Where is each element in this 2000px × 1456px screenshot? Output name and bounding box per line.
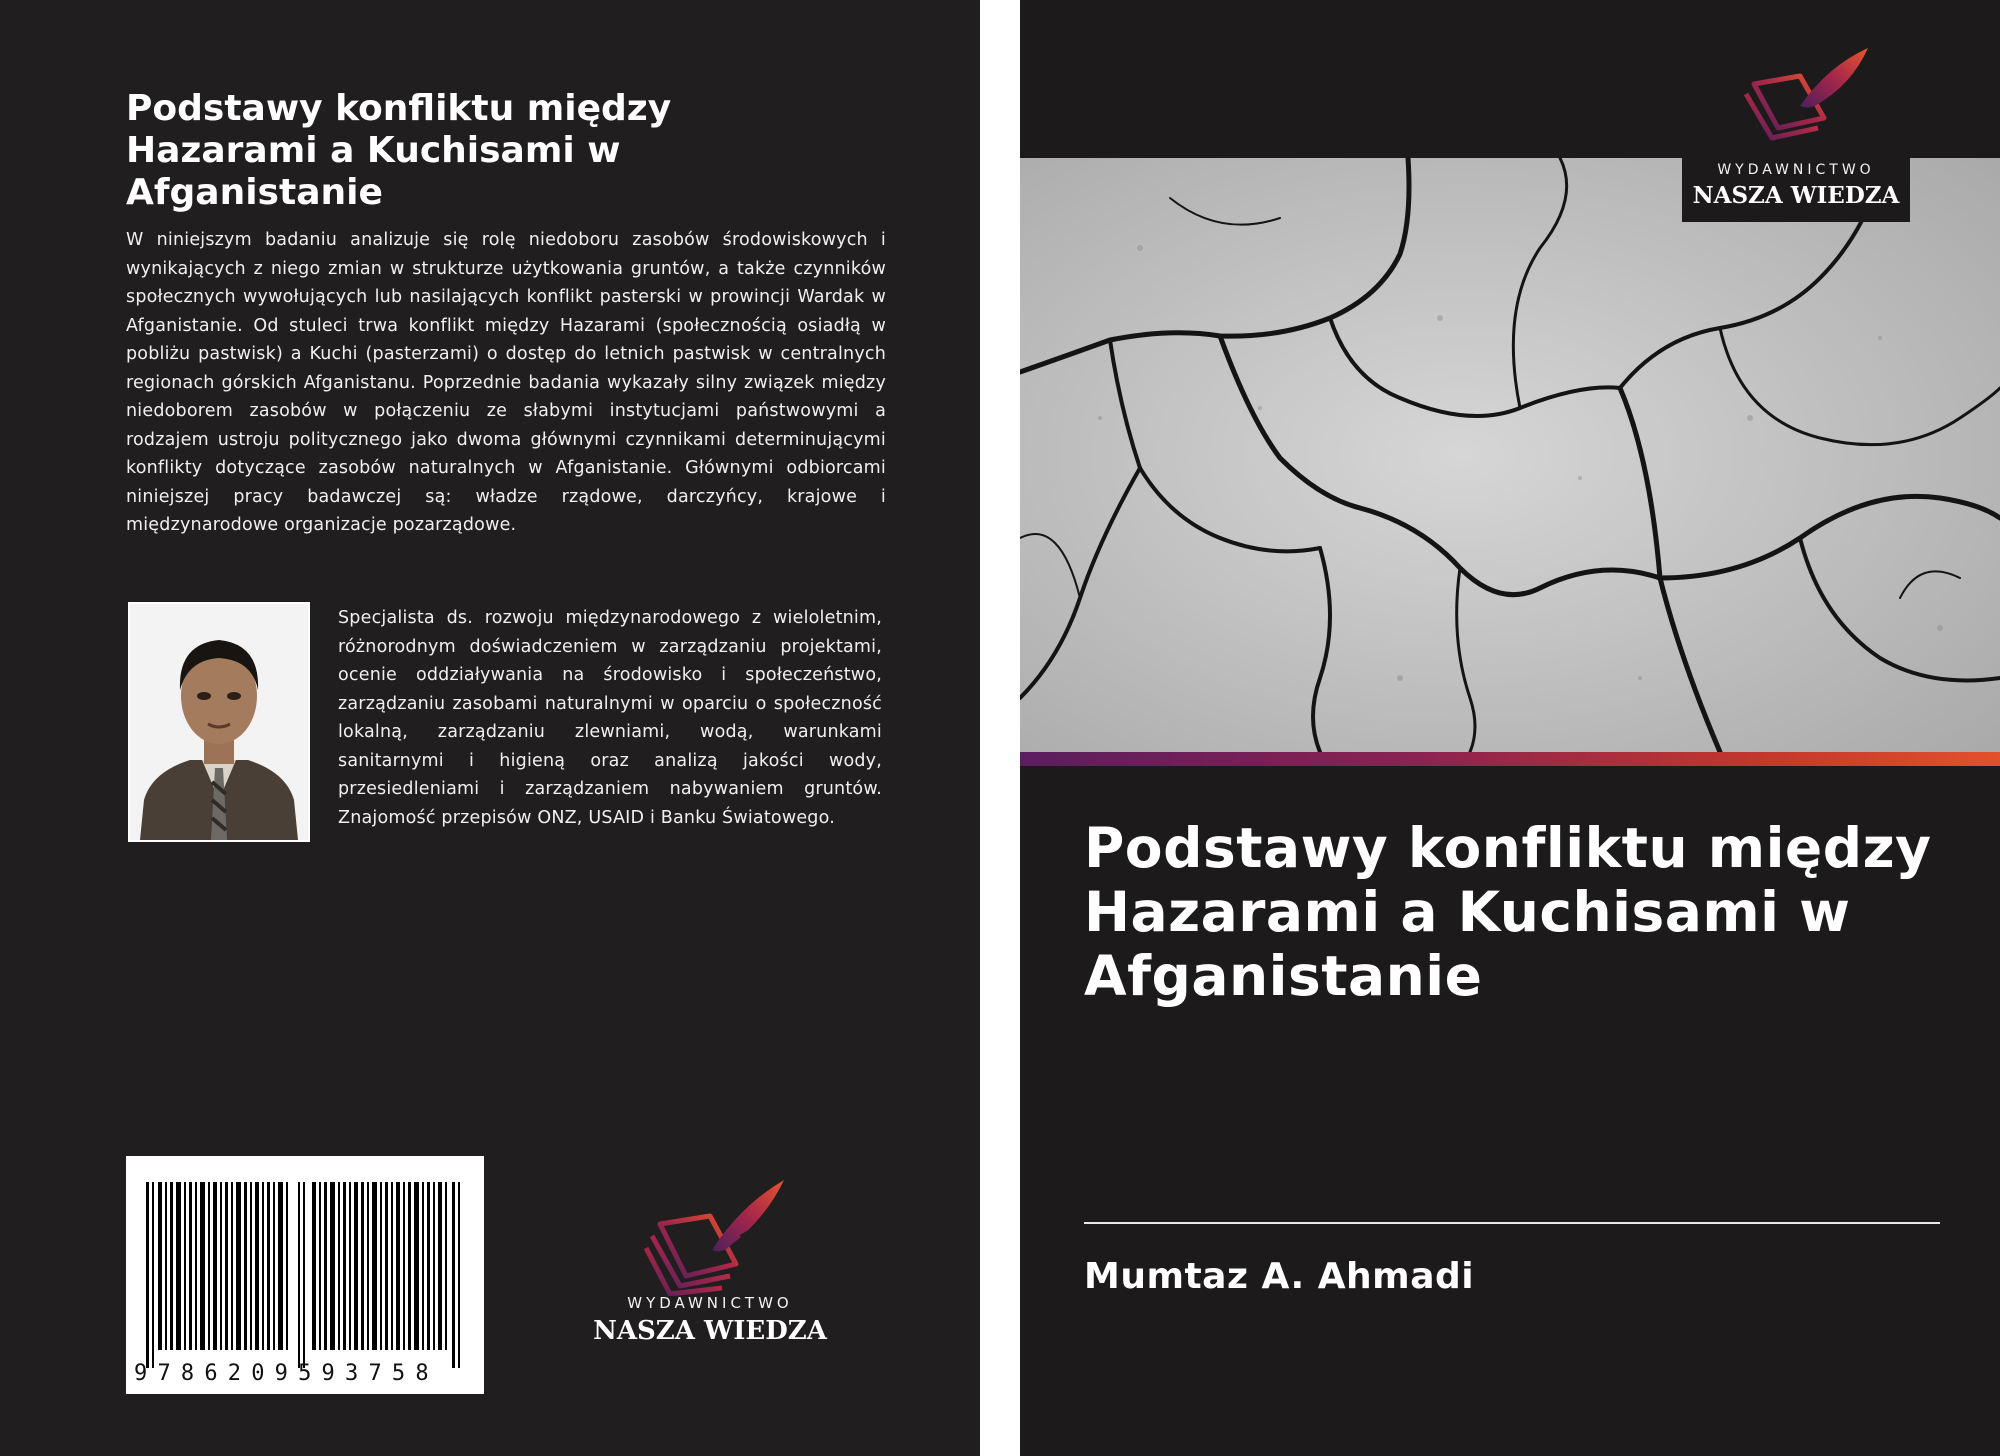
front-cover-author: Mumtaz A. Ahmadi [1084, 1256, 1475, 1297]
accent-stripe [1020, 752, 2000, 766]
isbn-digits: 9786209593758 [134, 1361, 439, 1386]
isbn-barcode [126, 1156, 484, 1394]
cracked-earth-image [1020, 158, 2000, 752]
back-cover-title: Podstawy konfliktu między Hazarami a Kuchisami w Afganistanie [126, 88, 672, 213]
title-divider [1084, 1222, 1940, 1224]
publisher-book-quill-icon [1682, 0, 1910, 148]
spine-gap [980, 0, 1020, 1456]
publisher-label-small: WYDAWNICTWO [627, 1294, 793, 1312]
author-bio: Specjalista ds. rozwoju międzynarodowego z wieloletnim, różnorodnym doświadczeniem w zarządzaniu projektami, ocenie oddziaływania na środowisko i społeczeństwo, zarządzaniu zasobami naturalnymi w oparciu o społeczność lokalną, zarządzaniu zlewniami, wodą, warunkami sanitarnymi i higieną oraz analizą jakości wody, przesiedleniami i zarządzaniem nabywaniem gruntów. Znajomość przepisów ONZ, USAID i Banku Światowego. [338, 608, 882, 828]
publisher-logo-front [1682, 0, 1910, 222]
publisher-label-main: NASZA WIEDZA [1692, 182, 1900, 209]
front-cover [1020, 0, 2000, 1456]
publisher-book-quill-icon [590, 1166, 830, 1296]
cracked-earth-illustration [1020, 158, 2000, 752]
publisher-label-small: WYDAWNICTWO [1717, 162, 1875, 178]
front-cover-title: Podstawy konfliktu między Hazarami a Kuchisami w Afganistanie [1084, 816, 1932, 1008]
author-portrait-image [130, 604, 308, 840]
barcode-bars [126, 1156, 484, 1394]
publisher-logo-back [590, 1166, 830, 1356]
author-photo [128, 602, 310, 842]
back-cover [0, 0, 980, 1456]
back-cover-blurb: W niniejszym badaniu analizuje się rolę niedoboru zasobów środowiskowych i wynikających z niego zmian w strukturze użytkowania gruntów, a także czynników społecznych wywołujących lub nasilających konflikt pasterski w prowincji Wardak w Afganistanie. Od stuleci trwa konflikt między Hazarami (społecznością osiadłą w pobliżu pastwisk) a Kuchi (pasterzami) o dostęp do letnich pastwisk w centralnych regionach górskich Afganistanu. Poprzednie badania wykazały silny związek między niedoborem zasobów w połączeniu ze słabymi instytucjami państwowymi a rodzajem ustroju politycznego jako dwoma głównymi czynnikami determinującymi konflikty dotyczące zasobów naturalnych w Afganistanie. Głównymi odbiorcami niniejszej pracy badawczej są: władze rządowe, darczyńcy, krajowe i międzynarodowe organizacje pozarządowe. [126, 230, 886, 535]
publisher-label-main: NASZA WIEDZA [593, 1316, 827, 1346]
